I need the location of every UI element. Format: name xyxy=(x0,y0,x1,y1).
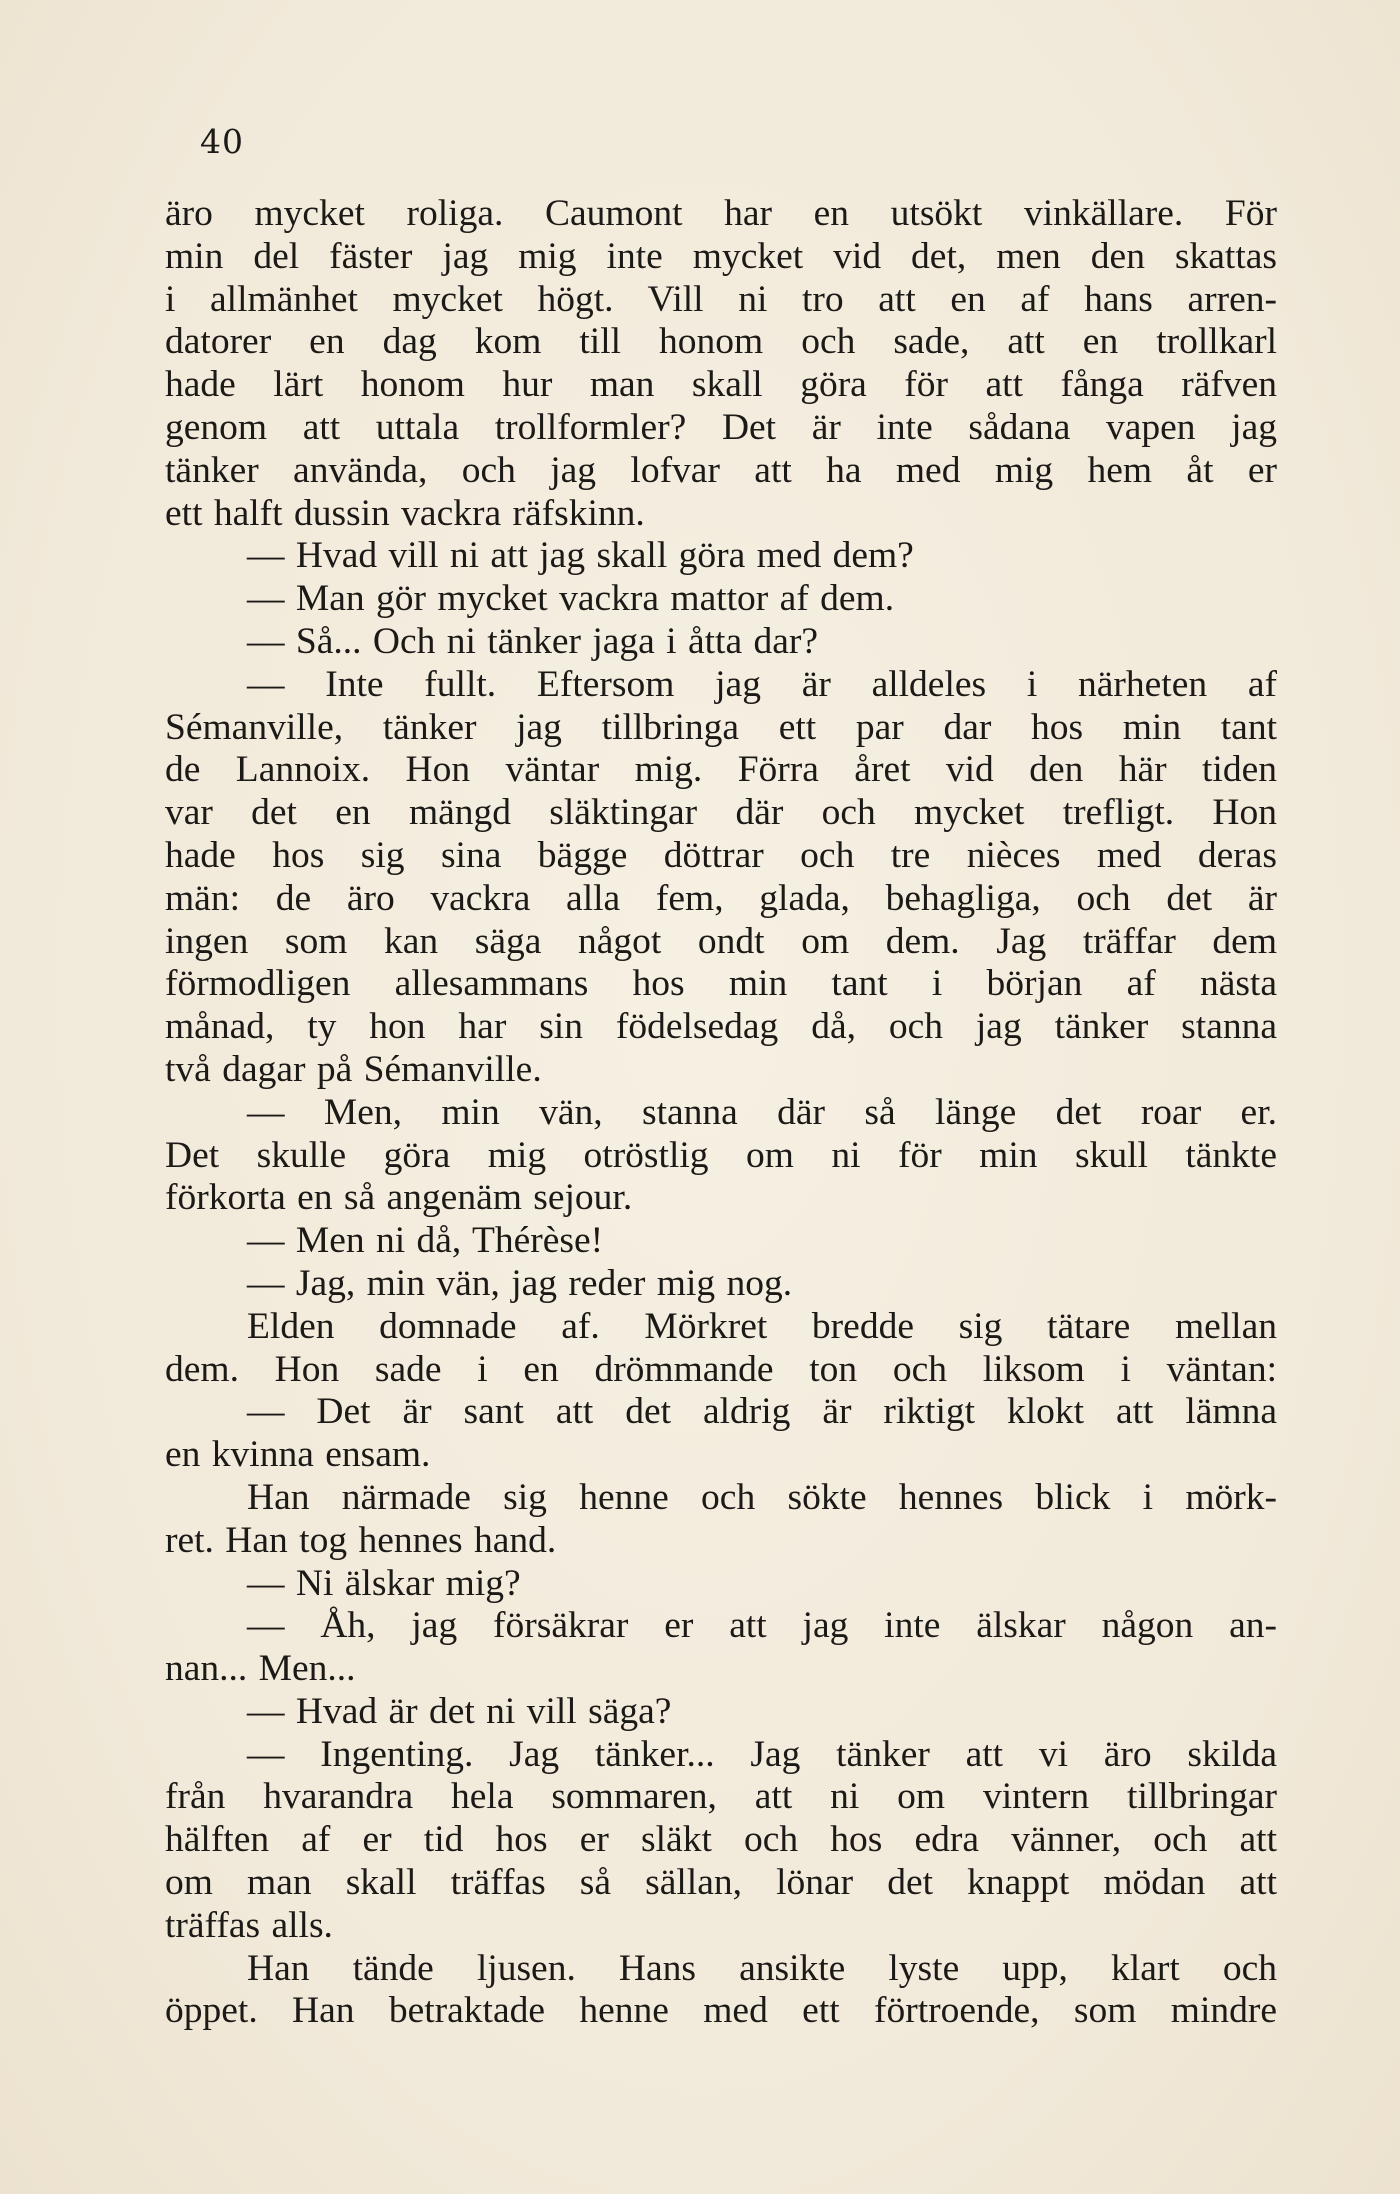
text-line: — Åh, jag försäkrar er att jag inte älskar någon an- xyxy=(247,1605,1277,1647)
text-line: — Men, min vän, stanna där så länge det roar er. xyxy=(247,1091,1277,1133)
text-line: genom att uttala trollformler? Det är inte sådana vapen jag xyxy=(165,406,1277,448)
text-line: — Men ni då, Thérèse! xyxy=(247,1220,604,1262)
text-line: Elden domnade af. Mörkret bredde sig tätare mellan xyxy=(247,1305,1277,1347)
text-line: — Så... Och ni tänker jaga i åtta dar? xyxy=(247,620,818,662)
text-line: ingen som kan säga något ondt om dem. Jag träffar dem xyxy=(165,920,1277,962)
text-line: män: de äro vackra alla fem, glada, behagliga, och det är xyxy=(165,877,1277,919)
text-line: förmodligen allesammans hos min tant i början af nästa xyxy=(165,963,1277,1005)
body-text xyxy=(165,193,1277,2033)
text-line: en kvinna ensam. xyxy=(165,1434,431,1476)
text-line: Han närmade sig henne och sökte hennes blick i mörk- xyxy=(247,1476,1277,1518)
text-line: de Lannoix. Hon väntar mig. Förra året vid den här tiden xyxy=(165,749,1277,791)
text-line: hade hos sig sina bägge döttrar och tre nièces med deras xyxy=(165,834,1277,876)
text-line: — Hvad vill ni att jag skall göra med dem? xyxy=(247,535,914,577)
text-line: förkorta en så angenäm sejour. xyxy=(165,1177,633,1219)
text-line: Sémanville, tänker jag tillbringa ett par dar hos min tant xyxy=(165,706,1277,748)
text-line: månad, ty hon har sin födelsedag då, och jag tänker stanna xyxy=(165,1006,1277,1048)
text-line: tänker använda, och jag lofvar att ha med mig hem åt er xyxy=(165,449,1277,491)
text-line: — Hvad är det ni vill säga? xyxy=(247,1690,672,1732)
text-line: ret. Han tog hennes hand. xyxy=(165,1519,557,1561)
text-line: min del fäster jag mig inte mycket vid det, men den skattas xyxy=(165,235,1277,277)
text-line: — Ni älskar mig? xyxy=(247,1562,521,1604)
text-line: Det skulle göra mig otröstlig om ni för min skull tänkte xyxy=(165,1134,1277,1176)
text-line: datorer en dag kom till honom och sade, att en trollkarl xyxy=(165,321,1277,363)
text-line: — Man gör mycket vackra mattor af dem. xyxy=(247,578,895,620)
text-line: träffas alls. xyxy=(165,1904,333,1946)
text-line: — Inte fullt. Eftersom jag är alldeles i närheten af xyxy=(247,663,1277,705)
text-line: nan... Men... xyxy=(165,1648,356,1690)
text-line: var det en mängd släktingar där och mycket trefligt. Hon xyxy=(165,792,1277,834)
text-line: Han tände ljusen. Hans ansikte lyste upp, klart och xyxy=(247,1947,1277,1989)
text-line: från hvarandra hela sommaren, att ni om vintern tillbringar xyxy=(165,1776,1277,1818)
text-line: i allmänhet mycket högt. Vill ni tro att en af hans arren- xyxy=(165,278,1277,320)
text-line: om man skall träffas så sällan, lönar det knappt mödan att xyxy=(165,1862,1277,1904)
text-line: — Ingenting. Jag tänker... Jag tänker att vi äro skilda xyxy=(247,1733,1277,1775)
page-number: 40 xyxy=(200,122,244,161)
text-line: äro mycket roliga. Caumont har en utsökt vinkällare. För xyxy=(165,193,1277,234)
text-line: öppet. Han betraktade henne med ett förtroende, som mindre xyxy=(165,1990,1277,2032)
text-line: hade lärt honom hur man skall göra för att fånga räfven xyxy=(165,364,1277,406)
text-line: dem. Hon sade i en drömmande ton och liksom i väntan: xyxy=(165,1348,1277,1390)
text-line: — Jag, min vän, jag reder mig nog. xyxy=(247,1262,793,1304)
text-line: — Det är sant att det aldrig är riktigt klokt att lämna xyxy=(247,1391,1277,1433)
text-line: två dagar på Sémanville. xyxy=(165,1048,542,1090)
text-line: hälften af er tid hos er släkt och hos edra vänner, och att xyxy=(165,1819,1277,1861)
text-line: ett halft dussin vackra räfskinn. xyxy=(165,492,645,534)
